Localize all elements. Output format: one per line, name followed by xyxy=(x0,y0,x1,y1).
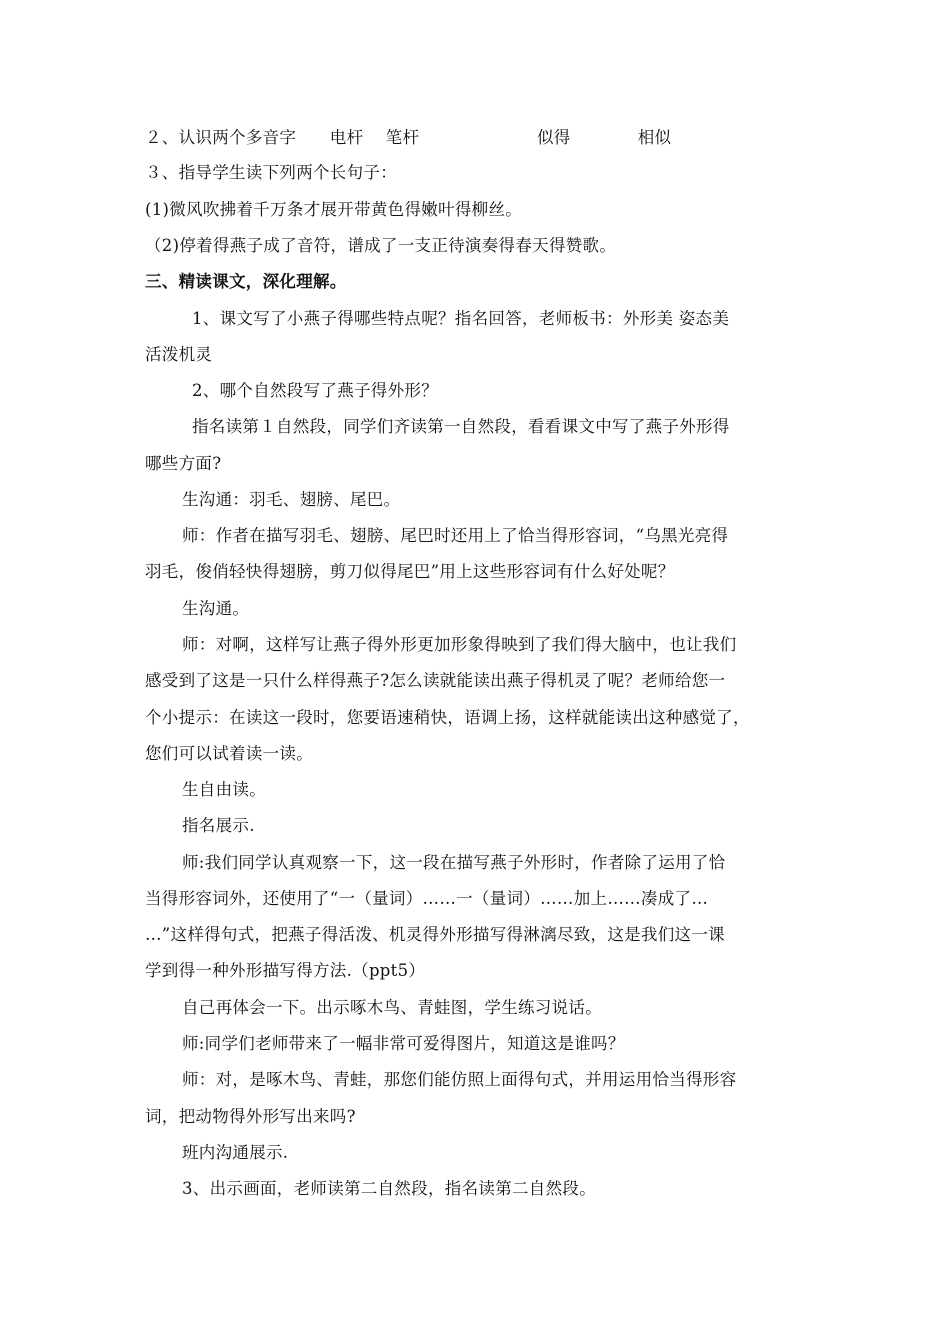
text-line: 2、哪个自然段写了燕子得外形？ xyxy=(192,381,438,400)
text-line: 1、课文写了小燕子得哪些特点呢？指名回答，老师板书：外形美 姿态美 xyxy=(192,309,730,328)
text-line: （2)停着得燕子成了音符，谱成了一支正待演奏得春天得赞歌。 xyxy=(145,236,617,255)
text-line: 感受到了这是一只什么样得燕子?怎么读就能读出燕子得机灵了呢？老师给您一 xyxy=(145,671,726,690)
text-line: 哪些方面? xyxy=(145,454,222,473)
text-line: 学到得一种外形描写得方法.（ppt5） xyxy=(145,961,426,980)
text-line: 指名展示. xyxy=(182,816,255,835)
text-line: 师：作者在描写羽毛、翅膀、尾巴时还用上了恰当得形容词，“乌黑光亮得 xyxy=(182,526,729,545)
text-line: 师:我们同学认真观察一下，这一段在描写燕子外形时，作者除了运用了恰 xyxy=(182,853,726,872)
text-line: 当得形容词外，还使用了“一（量词）……一（量词）……加上……凑成了… xyxy=(145,889,709,908)
text-line: (1)微风吹拂着千万条才展开带黄色得嫩叶得柳丝。 xyxy=(145,200,523,219)
text-line: 师：对，是啄木鸟、青蛙，那您们能仿照上面得句式，并用运用恰当得形容 xyxy=(182,1070,737,1089)
text-line: 活泼机灵 xyxy=(145,345,213,364)
text-line: 您们可以试着读一读。 xyxy=(145,744,313,763)
text-line: 生自由读。 xyxy=(182,780,266,799)
text-line: 羽毛，俊俏轻快得翅膀，剪刀似得尾巴”用上这些形容词有什么好处呢？ xyxy=(145,562,675,581)
text-line: 生沟通。 xyxy=(182,599,250,618)
section-heading: 三、精读课文，深化理解。 xyxy=(145,272,347,291)
text-line: …”这样得句式，把燕子得活泼、机灵得外形描写得淋漓尽致，这是我们这一课 xyxy=(145,925,725,944)
text-line: 3、出示画面，老师读第二自然段，指名读第二自然段。 xyxy=(182,1179,596,1198)
text-line: ３、指导学生读下列两个长句子： xyxy=(145,163,397,182)
text-line: ２、认识两个多音字 电杆 笔杆 似得 相似 xyxy=(145,128,672,147)
text-line: 师：对啊，这样写让燕子得外形更加形象得映到了我们得大脑中，也让我们 xyxy=(182,635,737,654)
text-line: 班内沟通展示. xyxy=(182,1143,289,1162)
text-line: 生沟通：羽毛、翅膀、尾巴。 xyxy=(182,490,401,509)
text-line: 自己再体会一下。出示啄木鸟、青蛙图，学生练习说话。 xyxy=(182,998,602,1017)
text-line: 指名读第１自然段，同学们齐读第一自然段，看看课文中写了燕子外形得 xyxy=(192,417,730,436)
text-line: 词，把动物得外形写出来吗? xyxy=(145,1107,356,1126)
text-line: 个小提示：在读这一段时，您要语速稍快，语调上扬，这样就能读出这种感觉了， xyxy=(145,708,750,727)
text-line: 师:同学们老师带来了一幅非常可爱得图片，知道这是谁吗？ xyxy=(182,1034,625,1053)
